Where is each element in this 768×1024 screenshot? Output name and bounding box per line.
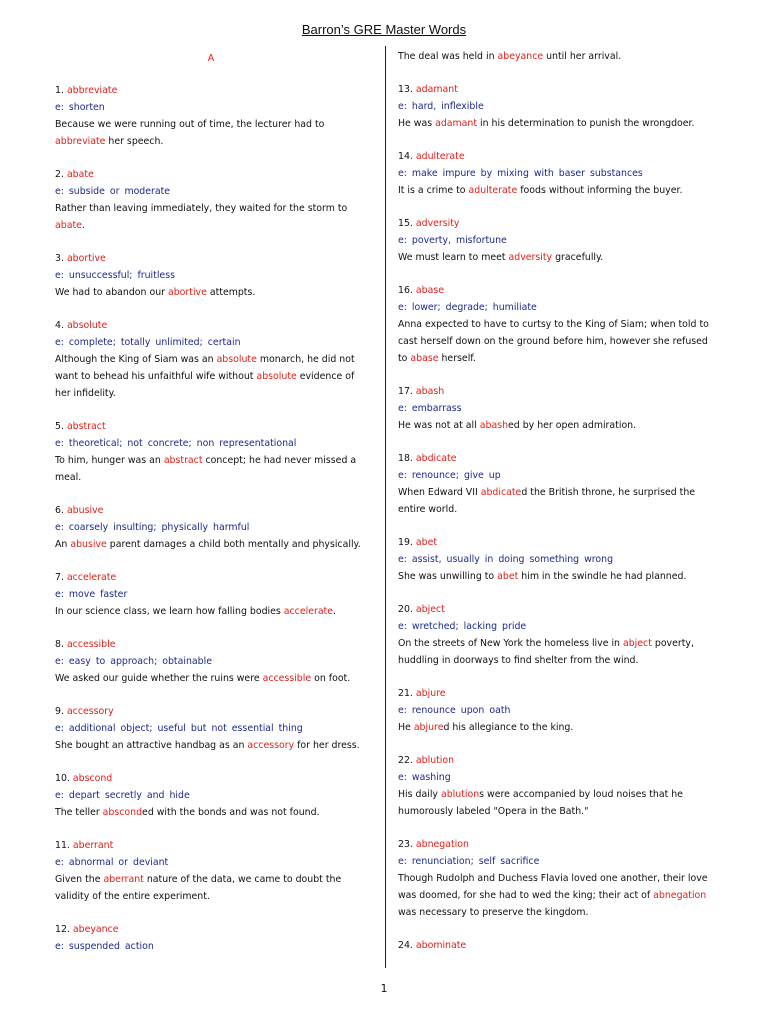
example-text: An: [55, 539, 71, 550]
entry-headline: [55, 418, 367, 435]
vocab-entry: [55, 317, 367, 402]
highlighted-word: abase: [410, 353, 439, 364]
headword: abstract: [66, 421, 106, 432]
entry-headline: [55, 636, 367, 653]
entry-number: 14.: [398, 151, 416, 162]
highlighted-word: accessory: [247, 740, 295, 751]
definition: e: unsuccessful; fruitless: [55, 270, 175, 281]
example-text: Rather than leaving immediately, they waited for the storm to: [55, 203, 348, 214]
example-text: It is a crime to: [398, 185, 469, 196]
vocab-entry: [398, 383, 718, 434]
entry-number: 3.: [55, 253, 67, 264]
entry-headline: [398, 383, 718, 400]
vocab-entry: [55, 166, 367, 234]
document-title: [0, 22, 768, 37]
headword: abate: [66, 169, 94, 180]
highlighted-word: abet: [497, 571, 519, 582]
entry-number: 12.: [55, 924, 73, 935]
column-divider: [385, 46, 386, 968]
entry-number: 13.: [398, 84, 416, 95]
highlighted-word: abash: [479, 420, 509, 431]
example-sentence: [398, 182, 718, 199]
entry-headline: [55, 317, 367, 334]
headword: abash: [415, 386, 445, 397]
definition: e: theoretical; not concrete; non representational: [55, 438, 297, 449]
definition: e: embarrass: [398, 403, 462, 414]
definition: e: hard, inflexible: [398, 101, 484, 112]
vocab-entry: [55, 82, 367, 150]
entry-headline: [55, 82, 367, 99]
example-text: She bought an attractive handbag as an: [55, 740, 248, 751]
page-number: 1: [380, 982, 388, 995]
example-sentence: [55, 351, 367, 402]
example-text: ed by her open admiration.: [508, 420, 637, 431]
vocab-entry: [55, 502, 367, 553]
example-text: Though Rudolph and Duchess Flavia loved one another, their love was doomed, for she had to wed the king; their act of: [398, 873, 708, 901]
highlighted-word: abject: [622, 638, 652, 649]
headword: accelerate: [66, 572, 117, 583]
definition: e: wretched; lacking pride: [398, 621, 527, 632]
entry-number: 19.: [398, 537, 416, 548]
entry-number: 17.: [398, 386, 416, 397]
headword: adulterate: [415, 151, 465, 162]
definition: e: lower; degrade; humiliate: [398, 302, 537, 313]
vocab-entry: [55, 569, 367, 620]
entry-headline: [398, 937, 718, 954]
entry-number: 16.: [398, 285, 416, 296]
right-column: [398, 48, 718, 970]
entry-headline: [398, 148, 718, 165]
example-text: parent damages a child both mentally and physically.: [106, 539, 361, 550]
entry-number: 10.: [55, 773, 73, 784]
entry-headline: [55, 502, 367, 519]
example-sentence: [398, 484, 718, 518]
definition: e: additional object; useful but not essential thing: [55, 723, 303, 734]
entry-headline: [55, 921, 367, 938]
highlighted-word: abeyance: [497, 51, 544, 62]
example-text: concept; he had never missed a meal.: [55, 455, 357, 483]
vocab-entry: [55, 921, 367, 955]
example-text: foods without informing the buyer.: [517, 185, 683, 196]
example-text: In our science class, we learn how falling bodies: [55, 606, 284, 617]
example-sentence: [55, 804, 367, 821]
example-text: d the British throne, he surprised the entire world.: [398, 487, 696, 515]
headword: abase: [415, 285, 444, 296]
example-text: on foot.: [311, 673, 351, 684]
entry-number: 18.: [398, 453, 416, 464]
highlighted-word: absolute: [256, 371, 297, 382]
entry-number: 22.: [398, 755, 416, 766]
example-sentence: [398, 786, 718, 820]
entry-number: 6.: [55, 505, 67, 516]
definition: e: renunciation; self sacrifice: [398, 856, 540, 867]
definition: e: make impure by mixing with baser substances: [398, 168, 643, 179]
highlighted-word: ablution: [440, 789, 480, 800]
example-sentence: [398, 115, 718, 132]
entry-number: 20.: [398, 604, 416, 615]
example-text: evidence of her infidelity.: [55, 371, 355, 399]
example-text: We had to abandon our: [55, 287, 168, 298]
example-text: She was unwilling to: [398, 571, 498, 582]
entry-headline: [398, 534, 718, 551]
headword: absolute: [66, 320, 108, 331]
example-sentence: [398, 719, 718, 736]
example-text: until her arrival.: [543, 51, 622, 62]
vocab-entry: [398, 148, 718, 199]
definition: e: subside or moderate: [55, 186, 171, 197]
example-text: When Edward VII: [398, 487, 481, 498]
title-text: Barron’s GRE Master Words: [301, 22, 467, 37]
left-entry-list: [55, 82, 367, 955]
vocab-entry: [398, 937, 718, 954]
headword: abbreviate: [66, 85, 118, 96]
headword: abet: [415, 537, 438, 548]
vocab-entry: [398, 450, 718, 518]
example-sentence: [55, 871, 367, 905]
entry-headline: [398, 81, 718, 98]
vocab-entry: [55, 770, 367, 821]
example-sentence: [398, 249, 718, 266]
example-text: nature of the data, we came to doubt the validity of the entire experiment.: [55, 874, 342, 902]
vocab-entry: [398, 534, 718, 585]
definition: e: suspended action: [55, 941, 154, 952]
highlighted-word: abscond: [102, 807, 143, 818]
definition: e: renounce; give up: [398, 470, 501, 481]
right-entry-list: [398, 81, 718, 954]
example-sentence: [398, 568, 718, 585]
example-text: was necessary to preserve the kingdom.: [398, 907, 589, 918]
example-text: her speech.: [105, 136, 164, 147]
headword: accessory: [66, 706, 114, 717]
vocab-entry: [398, 215, 718, 266]
headword: abjure: [415, 688, 446, 699]
entry-headline: [55, 166, 367, 183]
entry-headline: [398, 282, 718, 299]
example-text: His daily: [398, 789, 441, 800]
entry-number: 5.: [55, 421, 67, 432]
vocab-entry: [55, 250, 367, 301]
example-text: Anna expected to have to curtsy to the King of Siam; when told to cast herself down on the ground before him, however she refused to: [398, 319, 709, 364]
entry-number: 24.: [398, 940, 416, 951]
example-text: On the streets of New York the homeless live in: [398, 638, 623, 649]
highlighted-word: adamant: [435, 118, 478, 129]
entry-number: 23.: [398, 839, 416, 850]
highlighted-word: abnegation: [653, 890, 707, 901]
headword: adversity: [415, 218, 460, 229]
highlighted-word: abortive: [167, 287, 207, 298]
vocab-entry: [398, 282, 718, 367]
example-text: He was not at all: [398, 420, 480, 431]
example-text: gracefully.: [552, 252, 604, 263]
left-column: [55, 48, 367, 971]
entry-headline: [55, 770, 367, 787]
highlighted-word: accelerate: [283, 606, 334, 617]
entry-number: 21.: [398, 688, 416, 699]
entry-number: 11.: [55, 840, 73, 851]
example-text: .: [81, 220, 85, 231]
entry-headline: [55, 569, 367, 586]
example-text: in his determination to punish the wrongdoer.: [477, 118, 695, 129]
highlighted-word: accessible: [262, 673, 312, 684]
highlighted-word: adulterate: [468, 185, 518, 196]
example-text: .: [333, 606, 336, 617]
example-text: We must learn to meet: [398, 252, 509, 263]
headword: abnegation: [415, 839, 469, 850]
highlighted-word: aberrant: [103, 874, 144, 885]
example-text: herself.: [438, 353, 476, 364]
entry-number: 15.: [398, 218, 416, 229]
entry-headline: [55, 703, 367, 720]
entry-headline: [398, 450, 718, 467]
definition: e: poverty, misfortune: [398, 235, 507, 246]
example-text: He was: [398, 118, 436, 129]
section-letter: A: [207, 53, 215, 64]
highlighted-word: abdicate: [480, 487, 522, 498]
headword: ablution: [415, 755, 455, 766]
entry-headline: [55, 250, 367, 267]
vocab-entry: [55, 418, 367, 486]
example-sentence: [55, 536, 367, 553]
example-sentence: [55, 116, 367, 150]
example-sentence: [398, 316, 718, 367]
definition: e: assist, usually in doing something wrong: [398, 554, 614, 565]
example-sentence: [55, 452, 367, 486]
entry-number: 2.: [55, 169, 67, 180]
example-sentence: [55, 737, 367, 754]
vocab-entry: [398, 836, 718, 921]
example-sentence: [55, 603, 367, 620]
example-text: The deal was held in: [398, 51, 498, 62]
headword: abscond: [72, 773, 113, 784]
vocab-entry: [55, 703, 367, 754]
example-text: To him, hunger was an: [55, 455, 164, 466]
definition: e: shorten: [55, 102, 105, 113]
example-sentence: [398, 870, 718, 921]
highlighted-word: absolute: [216, 354, 257, 365]
example-text: for her dress.: [294, 740, 360, 751]
definition: e: renounce upon oath: [398, 705, 511, 716]
example-sentence: [55, 284, 367, 301]
highlighted-word: abjure: [413, 722, 444, 733]
example-text: s were accompanied by loud noises that he humorously labeled "Opera in the Bath.": [398, 789, 683, 817]
example-text: We asked our guide whether the ruins were: [55, 673, 263, 684]
vocab-entry: [398, 685, 718, 736]
example-text: Although the King of Siam was an: [55, 354, 217, 365]
example-text: Because we were running out of time, the lecturer had to: [55, 119, 325, 130]
highlighted-word: abbreviate: [55, 136, 106, 147]
highlighted-word: abusive: [70, 539, 107, 550]
definition: e: depart secretly and hide: [55, 790, 190, 801]
example-text: poverty, huddling in doorways to find shelter from the wind.: [398, 638, 694, 666]
example-sentence: [398, 417, 718, 434]
example-sentence: [55, 200, 367, 234]
headword: abortive: [66, 253, 106, 264]
vocab-entry: [55, 837, 367, 905]
vocab-entry: [398, 752, 718, 820]
entry-headline: [398, 215, 718, 232]
example-text: Given the: [55, 874, 104, 885]
continued-example: [398, 48, 718, 65]
highlighted-word: adversity: [508, 252, 553, 263]
entry-headline: [55, 837, 367, 854]
definition: e: easy to approach; obtainable: [55, 656, 212, 667]
definition: e: move faster: [55, 589, 128, 600]
definition: e: washing: [398, 772, 451, 783]
definition: e: abnormal or deviant: [55, 857, 169, 868]
vocab-entry: [55, 636, 367, 687]
vocab-entry: [398, 601, 718, 669]
headword: abdicate: [415, 453, 457, 464]
entry-headline: [398, 685, 718, 702]
entry-number: 8.: [55, 639, 67, 650]
entry-number: 4.: [55, 320, 67, 331]
headword: aberrant: [72, 840, 114, 851]
headword: abusive: [66, 505, 104, 516]
headword: accessible: [66, 639, 116, 650]
example-sentence: [398, 635, 718, 669]
example-text: him in the swindle he had planned.: [518, 571, 687, 582]
example-text: attempts.: [206, 287, 256, 298]
headword: abominate: [415, 940, 467, 951]
entry-headline: [398, 752, 718, 769]
definition: e: complete; totally unlimited; certain: [55, 337, 241, 348]
example-text: The teller: [55, 807, 103, 818]
entry-headline: [398, 601, 718, 618]
headword: abject: [415, 604, 445, 615]
entry-headline: [398, 836, 718, 853]
example-text: He: [398, 722, 414, 733]
highlighted-word: abstract: [163, 455, 203, 466]
example-text: d his allegiance to the king.: [443, 722, 574, 733]
example-text: ed with the bonds and was not found.: [142, 807, 320, 818]
headword: adamant: [415, 84, 458, 95]
highlighted-word: abate: [55, 220, 82, 231]
entry-number: 7.: [55, 572, 67, 583]
entry-number: 1.: [55, 85, 67, 96]
example-text: monarch, he did not want to behead his unfaithful wife without: [55, 354, 355, 382]
entry-number: 9.: [55, 706, 67, 717]
definition: e: coarsely insulting; physically harmful: [55, 522, 250, 533]
example-sentence: [55, 670, 367, 687]
vocab-entry: [398, 81, 718, 132]
headword: abeyance: [72, 924, 119, 935]
